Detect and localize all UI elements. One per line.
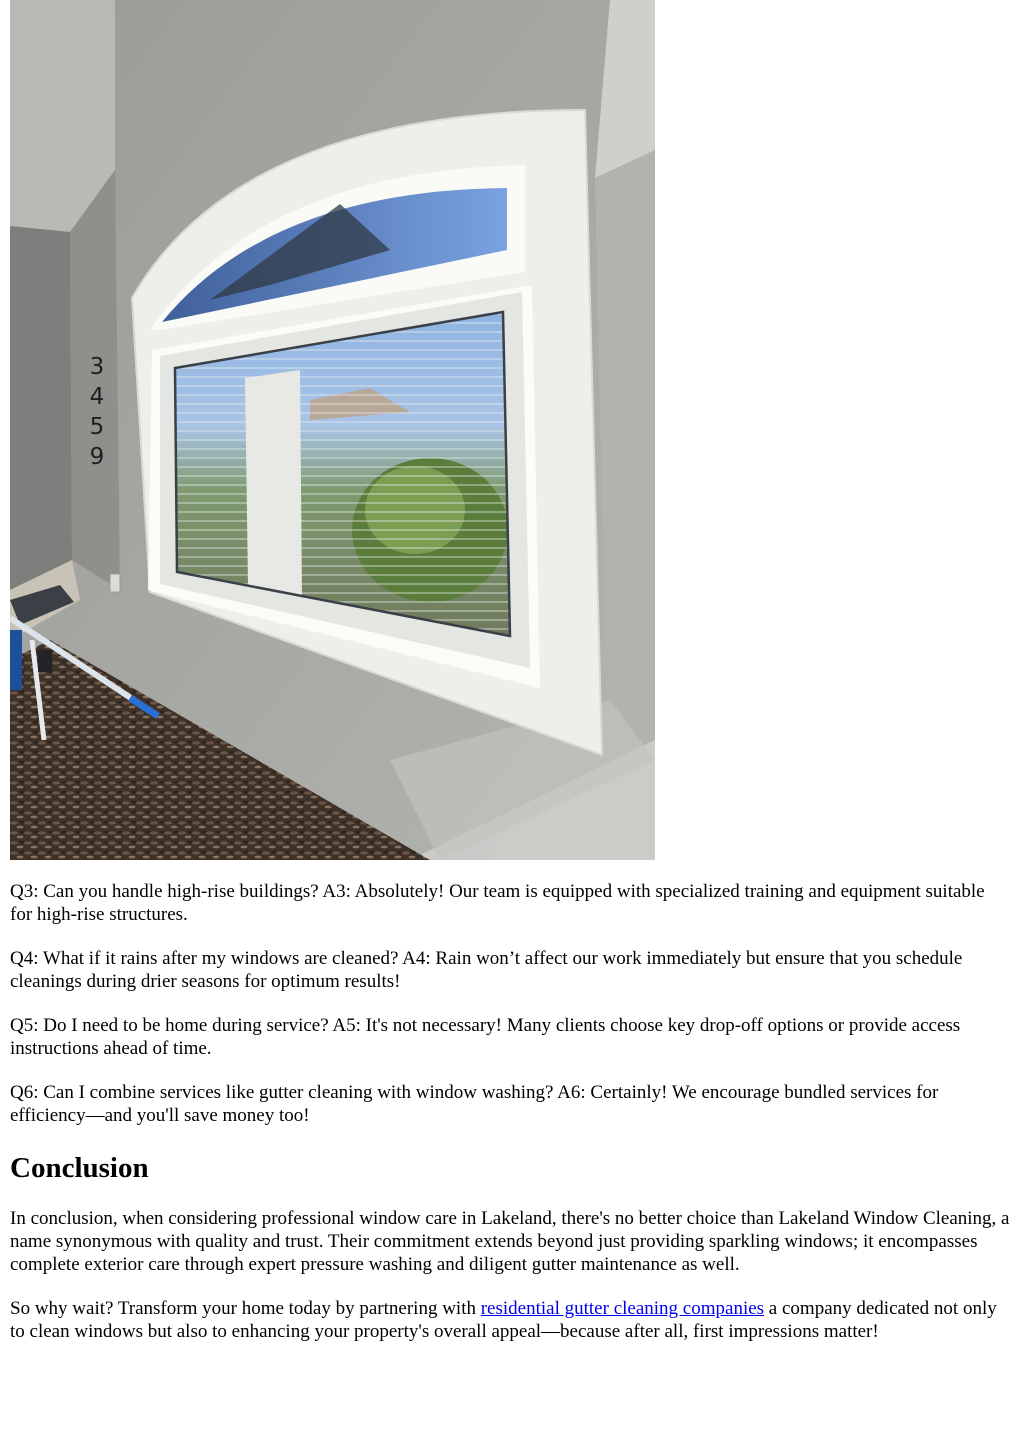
faq-section [10, 880, 1010, 1343]
window-photo [10, 0, 655, 860]
faq-item-q6: Q6: Can I combine services like gutter cleaning with window washing? A6: Certainly! We encourage bundled services for efficiency—and you'll save money too! [10, 1082, 939, 1126]
conclusion-paragraph: In conclusion, when considering professional window care in Lakeland, there's no better choice than Lakeland Window Cleaning, a name synonymous with quality and trust. Their commitment extends beyond just providing sparkling windows; it encompasses complete exterior care through expert pressure washing and diligent gutter maintenance as well. [10, 1208, 1010, 1275]
house-number-digit: 4 [89, 384, 105, 410]
house-number-digit: 5 [89, 414, 105, 440]
closing-text-before: So why wait? Transform your home today by partnering with [10, 1298, 481, 1319]
faq-item-q4: Q4: What if it rains after my windows are cleaned? A4: Rain won’t affect our work immediately but ensure that you schedule cleanings during drier seasons for optimum results! [10, 948, 963, 992]
faq-item-q5: Q5: Do I need to be home during service? A5: It's not necessary! Many clients choose key drop-off options or provide access instructions ahead of time. [10, 1015, 961, 1059]
gutter-cleaning-link[interactable]: residential gutter cleaning companies [480, 1298, 765, 1319]
conclusion-heading: Conclusion [10, 1152, 149, 1184]
closing-text-after: a company dedicated not only to clean windows but also to enhancing your property's overall appeal—because after all, first impressions matter! [10, 1298, 997, 1342]
faq-item-q3: Q3: Can you handle high-rise buildings? A3: Absolutely! Our team is equipped with specialized training and equipment suitable for high-rise structures. [10, 881, 985, 925]
house-number-digit: 3 [89, 354, 105, 380]
closing-paragraph [10, 1297, 1010, 1343]
house-number-digit: 9 [89, 444, 105, 470]
house-number [86, 352, 108, 472]
article [10, 0, 1010, 1343]
